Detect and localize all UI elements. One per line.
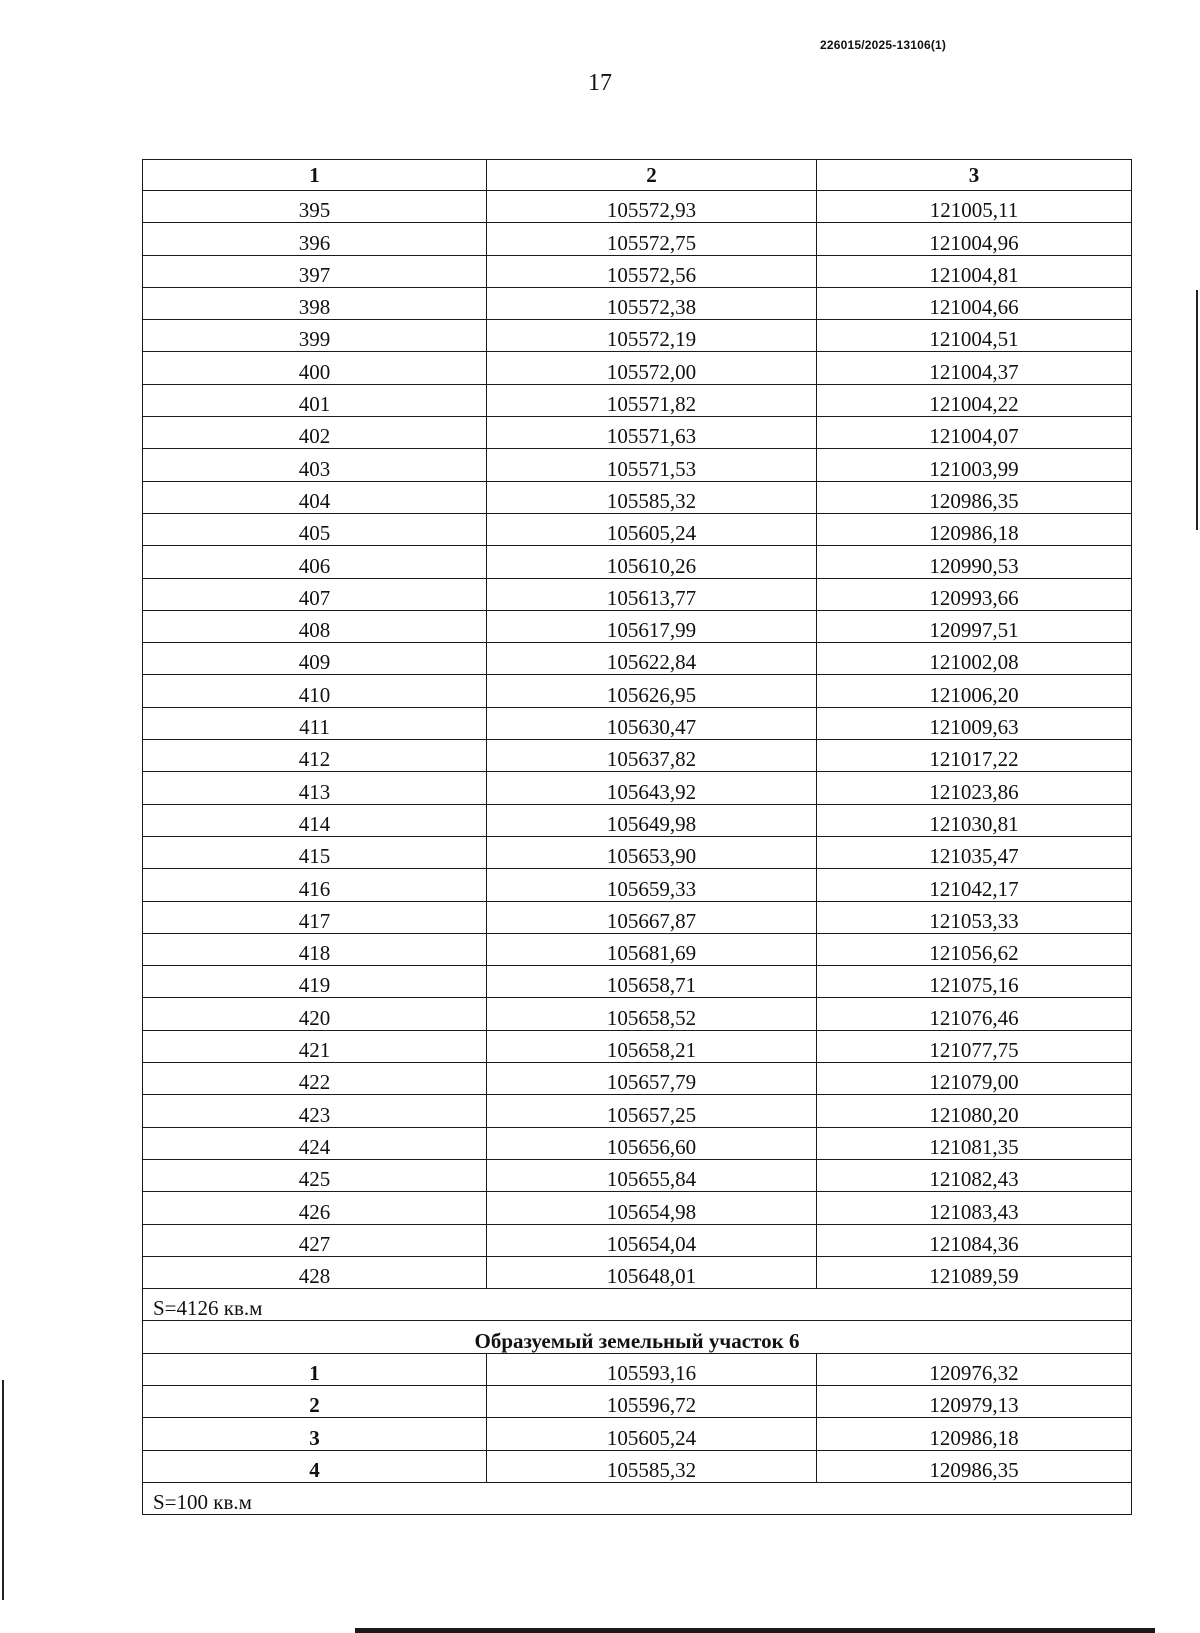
coordinate-x: 105605,24: [487, 513, 817, 545]
point-number: 397: [143, 255, 487, 287]
table-row: [143, 1030, 1132, 1062]
table-row: [143, 1385, 1132, 1417]
coordinate-x: 105572,00: [487, 352, 817, 384]
table-row: [143, 287, 1132, 319]
coordinates-table: [142, 159, 1132, 1515]
coordinate-x: 105658,21: [487, 1030, 817, 1062]
table-row: [143, 707, 1132, 739]
coordinate-x: 105572,93: [487, 191, 817, 223]
coordinate-x: 105654,98: [487, 1192, 817, 1224]
coordinate-x: 105613,77: [487, 578, 817, 610]
coordinate-y: 121080,20: [817, 1095, 1132, 1127]
table-row: [143, 966, 1132, 998]
coordinate-x: 105656,60: [487, 1127, 817, 1159]
coordinate-y: 121084,36: [817, 1224, 1132, 1256]
point-number: 1: [143, 1353, 487, 1385]
table-row: [143, 1224, 1132, 1256]
coordinate-x: 105657,79: [487, 1063, 817, 1095]
table-row: [143, 191, 1132, 223]
table-row: [143, 1159, 1132, 1191]
point-number: 414: [143, 804, 487, 836]
coordinate-y: 121004,66: [817, 287, 1132, 319]
point-number: 413: [143, 772, 487, 804]
point-number: 404: [143, 481, 487, 513]
page-number: 17: [588, 70, 612, 96]
scan-edge-mark: [2, 1380, 4, 1600]
table-row: [143, 1256, 1132, 1288]
coordinate-y: 121042,17: [817, 869, 1132, 901]
point-number: 403: [143, 449, 487, 481]
table-row: [143, 352, 1132, 384]
coordinate-x: 105593,16: [487, 1353, 817, 1385]
coordinate-x: 105626,95: [487, 675, 817, 707]
coordinate-y: 121077,75: [817, 1030, 1132, 1062]
point-number: 408: [143, 610, 487, 642]
point-number: 423: [143, 1095, 487, 1127]
point-number: 417: [143, 901, 487, 933]
point-number: 419: [143, 966, 487, 998]
point-number: 2: [143, 1385, 487, 1417]
coordinate-y: 120990,53: [817, 546, 1132, 578]
point-number: 395: [143, 191, 487, 223]
coordinate-x: 105630,47: [487, 707, 817, 739]
coordinate-x: 105572,38: [487, 287, 817, 319]
point-number: 415: [143, 836, 487, 868]
coordinate-y: 121076,46: [817, 998, 1132, 1030]
coordinate-x: 105605,24: [487, 1418, 817, 1450]
coordinate-y: 120986,18: [817, 513, 1132, 545]
table-row: [143, 417, 1132, 449]
column-header: 1: [143, 160, 487, 191]
point-number: 416: [143, 869, 487, 901]
point-number: 424: [143, 1127, 487, 1159]
coordinate-x: 105571,53: [487, 449, 817, 481]
coordinate-x: 105571,63: [487, 417, 817, 449]
area-label: S=100 кв.м: [143, 1482, 1132, 1514]
table-row: [143, 1095, 1132, 1127]
table-row: [143, 933, 1132, 965]
column-header: 3: [817, 160, 1132, 191]
coordinate-y: 121004,07: [817, 417, 1132, 449]
point-number: 400: [143, 352, 487, 384]
coordinate-y: 121035,47: [817, 836, 1132, 868]
table-row: [143, 1353, 1132, 1385]
coordinate-x: 105571,82: [487, 384, 817, 416]
coordinate-y: 121005,11: [817, 191, 1132, 223]
coordinate-y: 121053,33: [817, 901, 1132, 933]
coordinate-x: 105572,19: [487, 320, 817, 352]
table-row: [143, 255, 1132, 287]
scan-edge-mark: [1196, 290, 1198, 530]
point-number: 411: [143, 707, 487, 739]
coordinate-y: 120986,35: [817, 1450, 1132, 1482]
table-row: [143, 1192, 1132, 1224]
table-row: [143, 610, 1132, 642]
coordinate-y: 121083,43: [817, 1192, 1132, 1224]
coordinate-x: 105659,33: [487, 869, 817, 901]
table-row: [143, 223, 1132, 255]
coordinate-y: 121030,81: [817, 804, 1132, 836]
coordinate-x: 105622,84: [487, 643, 817, 675]
coordinate-y: 121023,86: [817, 772, 1132, 804]
area-label: S=4126 кв.м: [143, 1289, 1132, 1321]
table-row: [143, 513, 1132, 545]
table-row: [143, 675, 1132, 707]
table-row: [143, 1418, 1132, 1450]
table-row: [143, 772, 1132, 804]
point-number: 401: [143, 384, 487, 416]
area-row: [143, 1482, 1132, 1514]
point-number: 412: [143, 740, 487, 772]
coordinate-y: 121002,08: [817, 643, 1132, 675]
coordinate-x: 105572,75: [487, 223, 817, 255]
coordinate-y: 121004,51: [817, 320, 1132, 352]
section-title-row: [143, 1321, 1132, 1353]
coordinate-y: 121075,16: [817, 966, 1132, 998]
table-row: [143, 1063, 1132, 1095]
point-number: 405: [143, 513, 487, 545]
coordinate-x: 105572,56: [487, 255, 817, 287]
table-row: [143, 1127, 1132, 1159]
point-number: 399: [143, 320, 487, 352]
coordinate-y: 121006,20: [817, 675, 1132, 707]
coordinate-x: 105649,98: [487, 804, 817, 836]
point-number: 418: [143, 933, 487, 965]
coordinate-y: 121017,22: [817, 740, 1132, 772]
coordinate-y: 121082,43: [817, 1159, 1132, 1191]
coordinate-y: 120997,51: [817, 610, 1132, 642]
scan-bottom-edge: [355, 1628, 1155, 1633]
point-number: 396: [143, 223, 487, 255]
table-row: [143, 578, 1132, 610]
coordinate-y: 121009,63: [817, 707, 1132, 739]
point-number: 398: [143, 287, 487, 319]
coordinate-y: 121004,96: [817, 223, 1132, 255]
point-number: 422: [143, 1063, 487, 1095]
coordinate-y: 121089,59: [817, 1256, 1132, 1288]
table-row: [143, 643, 1132, 675]
table-row: [143, 804, 1132, 836]
table-row: [143, 740, 1132, 772]
table-row: [143, 481, 1132, 513]
coordinate-x: 105658,52: [487, 998, 817, 1030]
coordinate-y: 120993,66: [817, 578, 1132, 610]
section-title: Образуемый земельный участок 6: [143, 1321, 1132, 1353]
coordinate-x: 105667,87: [487, 901, 817, 933]
coordinate-y: 121079,00: [817, 1063, 1132, 1095]
table-row: [143, 1450, 1132, 1482]
coordinate-x: 105648,01: [487, 1256, 817, 1288]
coordinate-x: 105655,84: [487, 1159, 817, 1191]
coordinate-x: 105658,71: [487, 966, 817, 998]
point-number: 428: [143, 1256, 487, 1288]
point-number: 402: [143, 417, 487, 449]
coordinate-y: 121004,22: [817, 384, 1132, 416]
coordinate-y: 120986,18: [817, 1418, 1132, 1450]
coordinate-x: 105596,72: [487, 1385, 817, 1417]
table-row: [143, 869, 1132, 901]
coordinate-x: 105610,26: [487, 546, 817, 578]
coordinate-y: 121081,35: [817, 1127, 1132, 1159]
point-number: 3: [143, 1418, 487, 1450]
column-header: 2: [487, 160, 817, 191]
point-number: 4: [143, 1450, 487, 1482]
point-number: 425: [143, 1159, 487, 1191]
table-row: [143, 546, 1132, 578]
table-row: [143, 998, 1132, 1030]
table-row: [143, 384, 1132, 416]
coordinate-x: 105681,69: [487, 933, 817, 965]
point-number: 409: [143, 643, 487, 675]
point-number: 427: [143, 1224, 487, 1256]
area-row: [143, 1289, 1132, 1321]
table-row: [143, 449, 1132, 481]
table-row: [143, 836, 1132, 868]
coordinate-x: 105643,92: [487, 772, 817, 804]
point-number: 410: [143, 675, 487, 707]
coordinate-y: 121003,99: [817, 449, 1132, 481]
coordinate-x: 105617,99: [487, 610, 817, 642]
coordinate-y: 120976,32: [817, 1353, 1132, 1385]
point-number: 426: [143, 1192, 487, 1224]
coordinate-y: 121004,37: [817, 352, 1132, 384]
coordinate-x: 105657,25: [487, 1095, 817, 1127]
coordinate-x: 105653,90: [487, 836, 817, 868]
coordinate-y: 120986,35: [817, 481, 1132, 513]
point-number: 420: [143, 998, 487, 1030]
point-number: 407: [143, 578, 487, 610]
coordinate-x: 105637,82: [487, 740, 817, 772]
coordinate-y: 120979,13: [817, 1385, 1132, 1417]
point-number: 421: [143, 1030, 487, 1062]
table-header-row: [143, 160, 1132, 191]
coordinate-y: 121004,81: [817, 255, 1132, 287]
point-number: 406: [143, 546, 487, 578]
coordinate-x: 105585,32: [487, 1450, 817, 1482]
coordinate-y: 121056,62: [817, 933, 1132, 965]
coordinate-x: 105585,32: [487, 481, 817, 513]
table-row: [143, 320, 1132, 352]
table-row: [143, 901, 1132, 933]
coordinate-x: 105654,04: [487, 1224, 817, 1256]
document-id: 226015/2025-13106(1): [820, 38, 947, 52]
